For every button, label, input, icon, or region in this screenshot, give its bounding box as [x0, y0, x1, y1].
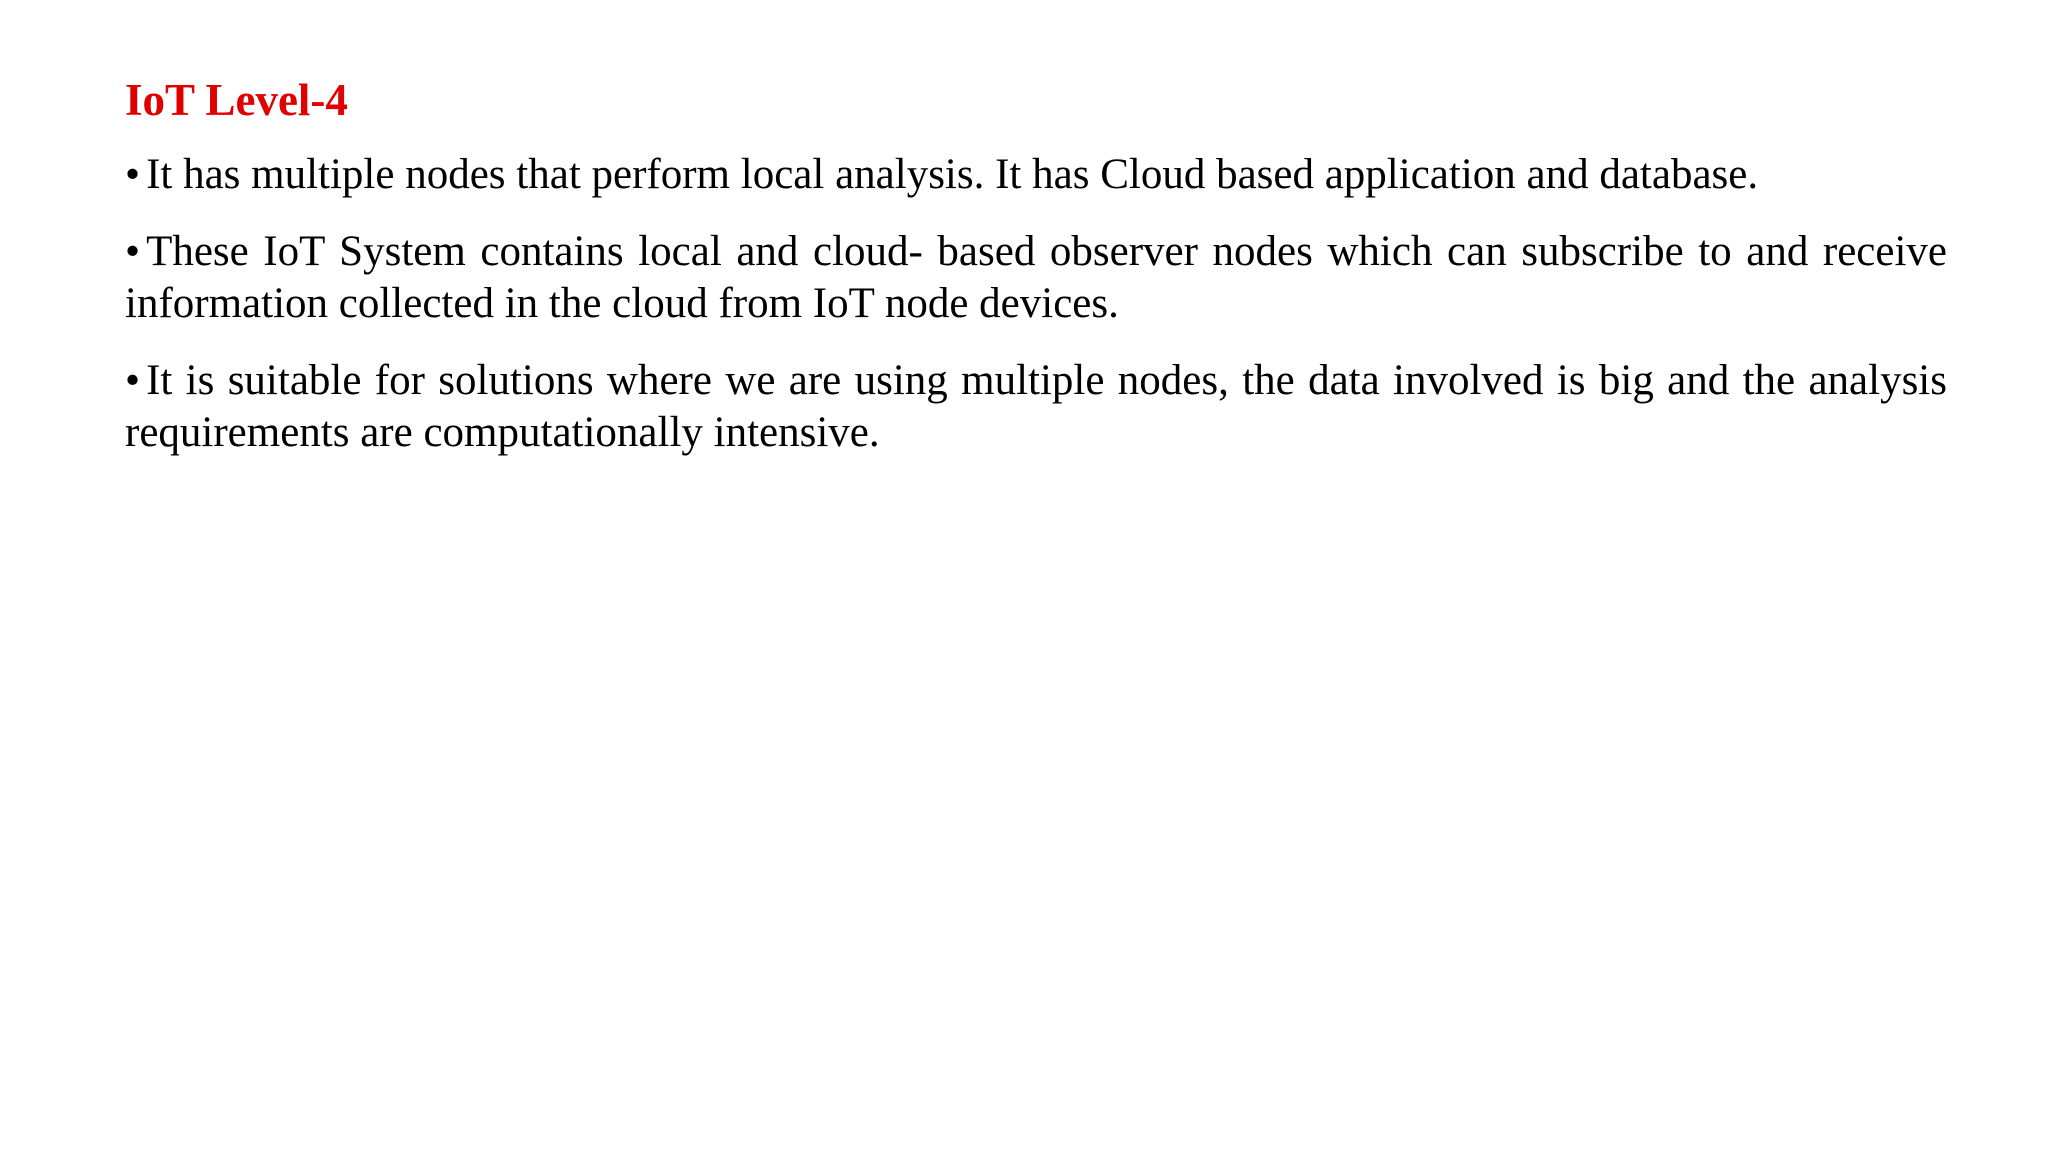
slide-title: IoT Level-4	[125, 75, 348, 125]
bullet-item	[125, 226, 1947, 330]
bullet-text: It is suitable for solutions where we are using multiple nodes, the data involved is big and the analysis requirements are computationally intensive.	[125, 357, 1947, 456]
slide-content	[125, 74, 1947, 484]
bullet-text: It has multiple nodes that perform local analysis. It has Cloud based application and database.	[146, 151, 1759, 198]
bullet-text: These IoT System contains local and cloud- based observer nodes which can subscribe to and receive information collected in the cloud from IoT node devices.	[125, 228, 1947, 327]
bullet-item	[125, 149, 1947, 201]
bullet-mark: •	[125, 357, 141, 404]
bullet-mark: •	[125, 228, 141, 275]
bullet-item	[125, 355, 1947, 459]
bullet-mark: •	[125, 151, 141, 198]
